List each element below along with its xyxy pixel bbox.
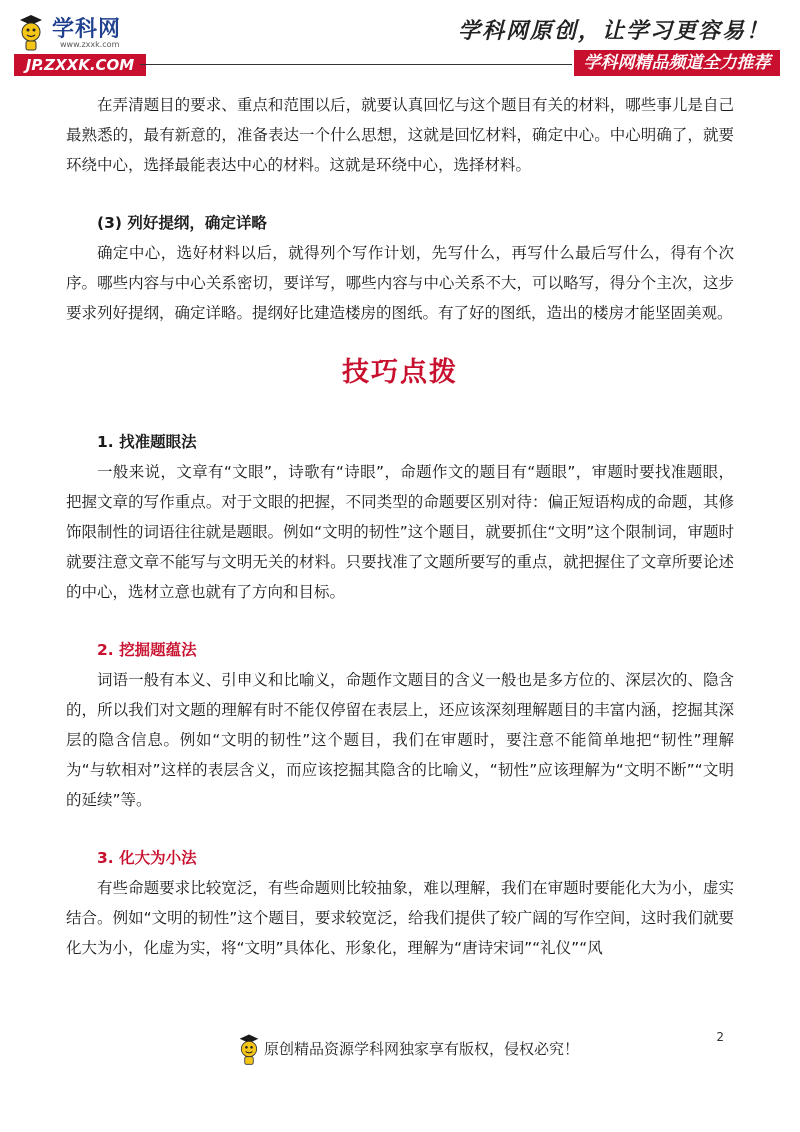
tip-heading-3: 3. 化大为小法	[97, 849, 197, 867]
section-title: 技巧点拨	[342, 357, 458, 388]
paragraph-5: 有些命题要求比较宽泛，有些命题则比较抽象，难以理解，我们在审题时要能化大为小，虚实结合。例如“文明的韧性”这个题目，要求较宽泛，给我们提供了较广阔的写作空间，这时我们就要化大为小，化虚为实，将“文明”具体化、形象化，理解为“唐诗宋词”“礼仪”“风	[66, 879, 734, 957]
paragraph-2: 确定中心，选好材料以后，就得列个写作计划，先写什么，再写什么最后写什么，得有个次序。哪些内容与中心关系密切，要详写，哪些内容与中心关系不大，可以略写，得分个主次，这步要求列好提纲，确定详略。提纲好比建造楼房的图纸。有了好的图纸，造出的楼房才能坚固美观。	[66, 244, 734, 322]
paragraph-4: 词语一般有本义、引申义和比喻义，命题作文题目的含义一般也是多方位的、深层次的、隐含的，所以我们对文题的理解有时不能仅停留在表层上，还应该深刻理解题目的丰富内涵，挖掘其深层的隐含信息。例如“文明的韧性”这个题目，我们在审题时，要注意不能简单地把“韧性”理解为“与软相对”这样的表层含义，而应该挖掘其隐含的比喻义，“韧性”应该理解为“文明不断”“文明的延续”等。	[66, 671, 734, 809]
spacer	[66, 180, 734, 208]
slogan: 学科网原创，让学习更容易！	[457, 18, 770, 44]
tip-heading-2: 2. 挖掘题蕴法	[97, 641, 197, 659]
site-badge[interactable]: JP.ZXXK.COM	[14, 54, 146, 76]
logo[interactable]	[14, 12, 164, 78]
tip-heading-1: 1. 找准题眼法	[97, 433, 197, 451]
paragraph-1: 在弄清题目的要求、重点和范围以后，就要认真回忆与这个题目有关的材料，哪些事儿是自己最熟悉的，最有新意的，准备表达一个什么思想，这就是回忆材料，确定中心。中心明确了，就要环绕中心，选择最能表达中心的材料。这就是环绕中心，选择材料。	[66, 96, 734, 174]
main-content	[66, 90, 734, 963]
header-divider	[140, 64, 572, 65]
page-header	[0, 0, 800, 80]
mascot-icon	[236, 1032, 262, 1066]
paragraph-3: 一般来说，文章有“文眼”，诗歌有“诗眼”，命题作文的题目有“题眼”，审题时要找准题眼，把握文章的写作重点。对于文眼的把握，不同类型的命题要区别对待：偏正短语构成的命题，其修饰限制性的词语往往就是题眼。例如“文明的韧性”这个题目，就要抓住“文明”这个限制词，审题时就要注意文章不能写与文明无关的材料。只要找准了文题所要写的重点，就把握住了文章所要论述的中心，选材立意也就有了方向和目标。	[66, 463, 734, 601]
mascot-icon	[16, 12, 46, 52]
logo-url: www.zxxk.com	[60, 40, 120, 49]
spacer	[66, 607, 734, 635]
page-number: 2	[716, 1030, 724, 1044]
logo-text: 学科网	[52, 17, 122, 42]
spacer	[66, 815, 734, 843]
page-footer	[0, 1028, 800, 1068]
recommend-banner: 学科网精品频道全力推荐	[574, 50, 780, 76]
copyright-notice: 原创精品资源学科网独家享有版权，侵权必究！	[264, 1040, 580, 1058]
subheading-3: (3) 列好提纲，确定详略	[97, 214, 267, 232]
